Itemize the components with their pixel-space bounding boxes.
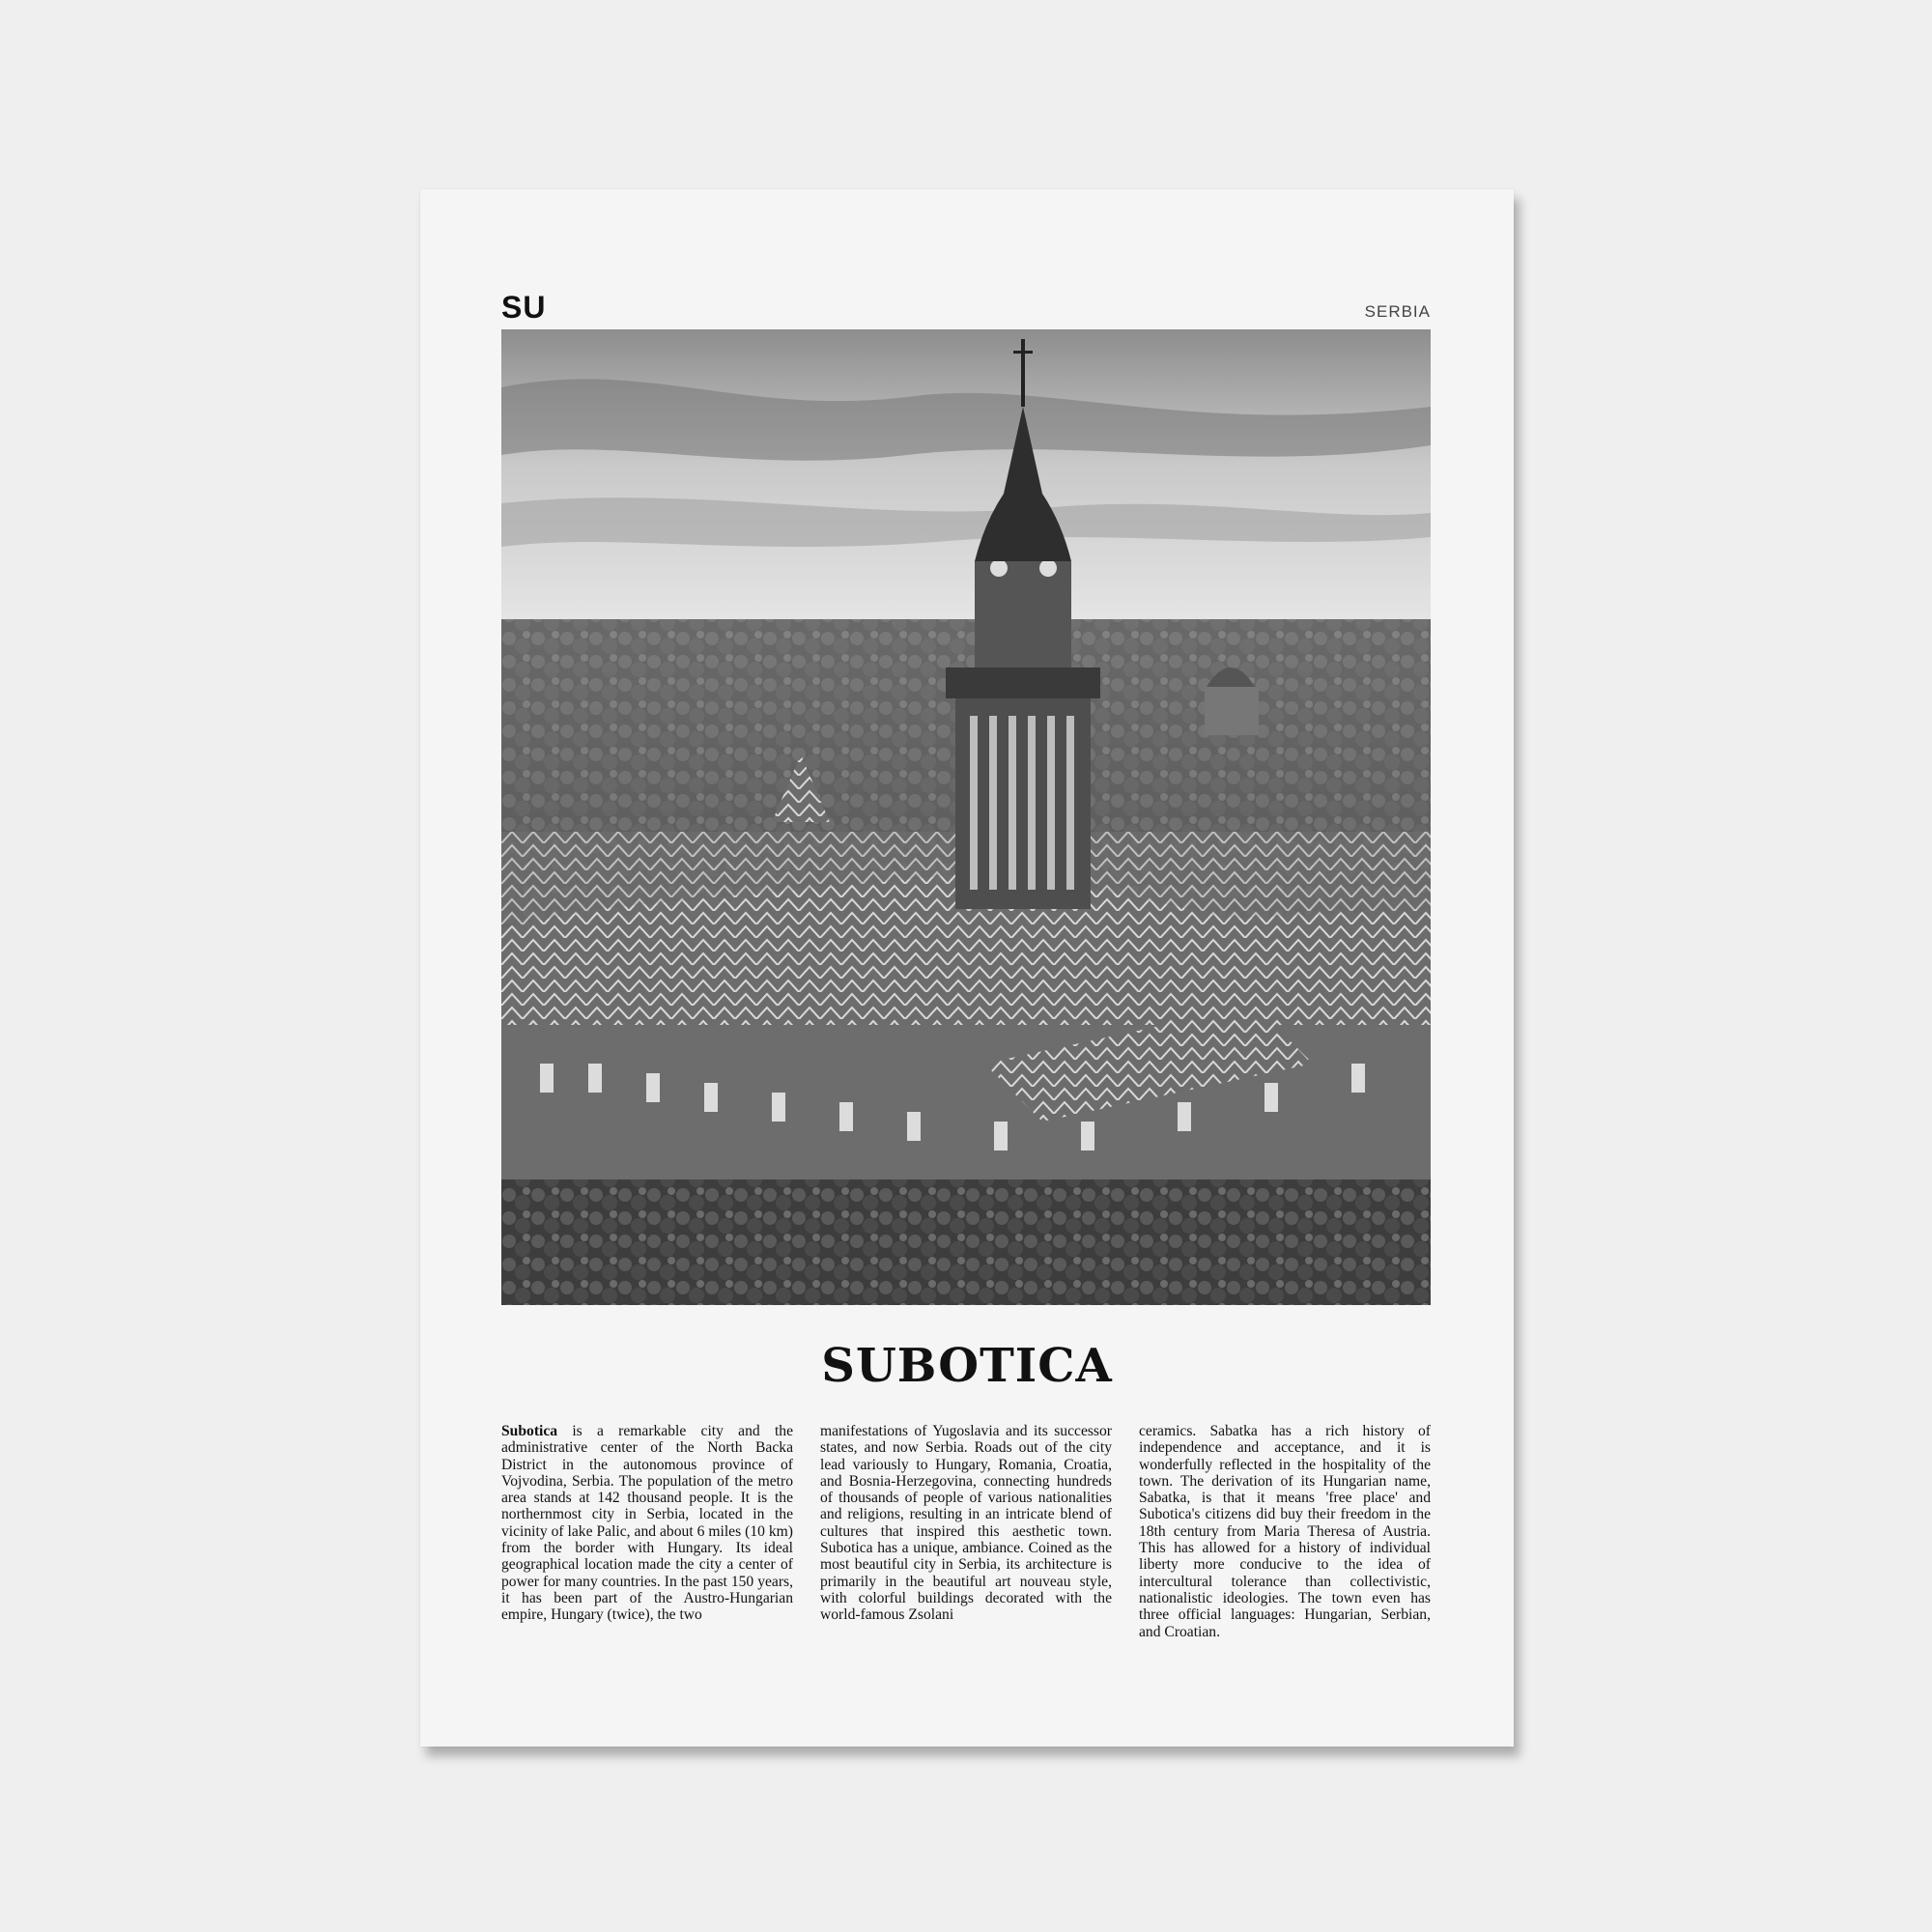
description-column-3 [1139,1423,1431,1640]
description [501,1423,1431,1640]
lead-word: Subotica [501,1423,558,1439]
description-column-2 [820,1423,1112,1640]
city-code: SU [501,290,547,325]
city-title: SUBOTICA [821,1339,1113,1393]
poster [420,189,1514,1747]
city-photo-illustration [501,329,1431,1305]
city-photo [501,329,1431,1305]
column-text: is a remarkable city and the administrative center of the North Backa District in the autonomous province of Vojvodina, Serbia. The population of the metro area stands at 142 thousand people. It is the northernmost city in Serbia, located in the vicinity of lake Palic, and about 6 miles (10 km) from the border with Hungary. Its ideal geographical location made the city a center of power for many countries. In the past 150 years, it has been part of the Austro-Hungarian empire, Hungary (twice), the two [501,1423,793,1624]
country-label: SERBIA [1364,302,1431,321]
description-column-1 [501,1423,793,1640]
column-text: ceramics. Sabatka has a rich history of independence and acceptance, and it is wonderfully reflected in the hospitality of the town. The derivation of its Hungarian name, Sabatka, is that it means 'free place' and Subotica's citizens did buy their freedom in the 18th century from Maria Theresa of Austria. This has allowed for a history of individual liberty more conducive to the idea of intercultural tolerance than collectivistic, nationalistic ideologies. The town even has three official languages: Hungarian, Serbian, and Croatian. [1139,1423,1431,1640]
column-text: manifestations of Yugoslavia and its successor states, and now Serbia. Roads out of the city lead variously to Hungary, Romania, Croatia, and Bosnia-Herzegovina, connecting hundreds of thousands of people of various nationalities and religions, resulting in an intricate blend of cultures that inspired this aesthetic town. Subotica has a unique, ambiance. Coined as the most beautiful city in Serbia, its architecture is primarily in the beautiful art nouveau style, with colorful buildings decorated with the world-famous Zsolani [820,1423,1112,1624]
